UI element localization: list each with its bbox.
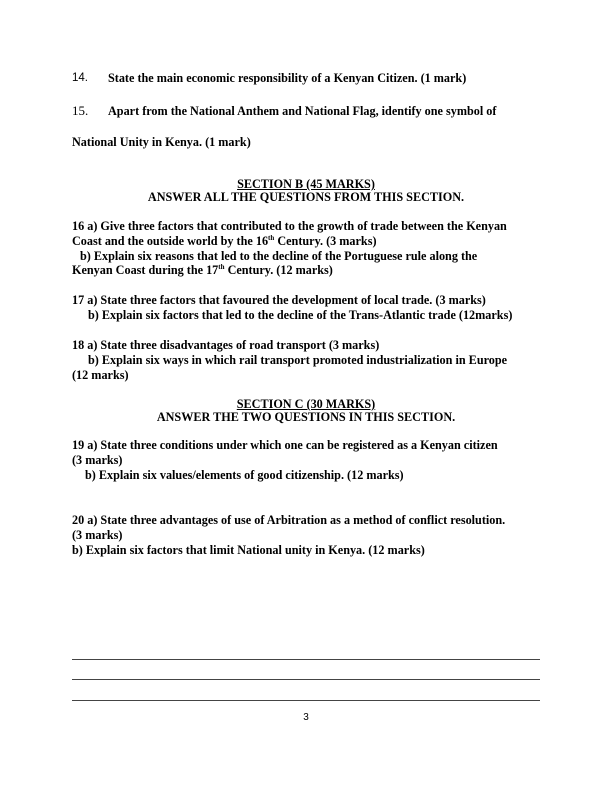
question-18b-line2: (12 marks) [72, 368, 129, 382]
question-19b-line1: b) Explain six values/elements of good citizenship. (12 marks) [85, 468, 404, 482]
answer-line-1 [72, 659, 540, 660]
question-17b-line1: b) Explain six factors that led to the decline of the Trans-Atlantic trade (12marks) [88, 308, 513, 322]
question-16b-line2: Kenyan Coast during the 17th Century. (12 marks) [72, 263, 333, 277]
section-c-instruction: ANSWER THE TWO QUESTIONS IN THIS SECTION. [156, 410, 456, 424]
answer-line-2 [72, 679, 540, 680]
answer-line-3 [72, 700, 540, 701]
question-19a-line1: 19 a) State three conditions under which one can be registered as a Kenyan citizen [72, 438, 498, 452]
section-c-heading: SECTION C (30 MARKS) [236, 397, 376, 411]
question-20b-line1: b) Explain six factors that limit National unity in Kenya. (12 marks) [72, 543, 425, 557]
question-16b-line1: b) Explain six reasons that led to the decline of the Portuguese rule along the [80, 249, 478, 263]
section-b-heading: SECTION B (45 MARKS) [237, 177, 375, 191]
question-17a-line1: 17 a) State three factors that favoured the development of local trade. (3 marks) [72, 293, 486, 307]
question-14-number: 14. [72, 72, 88, 84]
question-15-text-line2: National Unity in Kenya. (1 mark) [72, 135, 251, 149]
question-19a-line2: (3 marks) [72, 453, 123, 467]
question-14-text: State the main economic responsibility of a Kenyan Citizen. (1 mark) [108, 71, 467, 85]
question-15-number: 15. [72, 103, 89, 118]
question-18a-line1: 18 a) State three disadvantages of road transport (3 marks) [72, 338, 380, 352]
question-15-text-line1: Apart from the National Anthem and National Flag, identify one symbol of [108, 104, 497, 118]
question-20a-line1: 20 a) State three advantages of use of Arbitration as a method of conflict resolution. [72, 513, 506, 527]
question-16a-line2: Coast and the outside world by the 16th Century. (3 marks) [72, 234, 377, 248]
section-b-instruction: ANSWER ALL THE QUESTIONS FROM THIS SECTION. [147, 190, 465, 204]
question-16a-line1: 16 a) Give three factors that contributed to the growth of trade between the Kenyan [72, 219, 507, 233]
page-number: 3 [303, 712, 309, 723]
question-18b-line1: b) Explain six ways in which rail transport promoted industrialization in Europe [88, 353, 508, 367]
question-20a-line2: (3 marks) [72, 528, 123, 542]
